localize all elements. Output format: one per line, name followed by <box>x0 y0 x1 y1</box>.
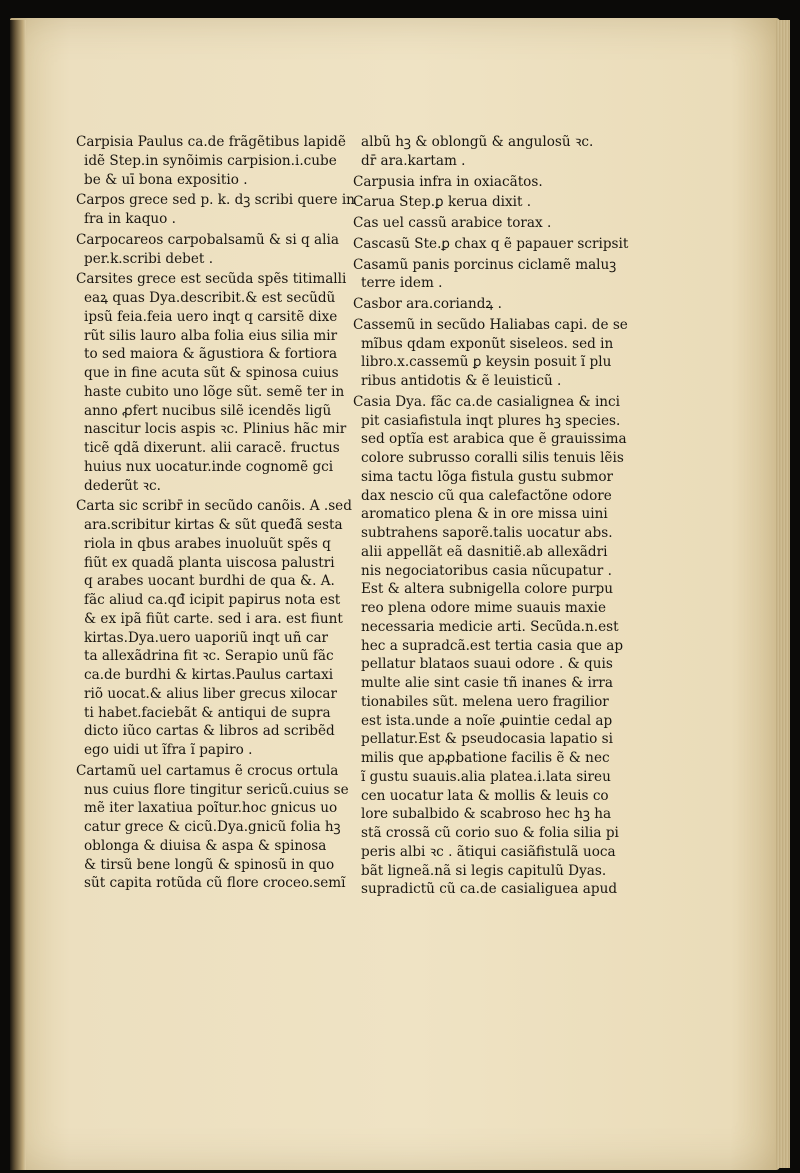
dictionary-entry <box>353 214 630 233</box>
text-line: pit casiafistula inqt plures hꝫ species. <box>361 412 621 429</box>
text-line: be & uī bona expositio . <box>84 171 248 188</box>
text-line: Casamũ panis porcinus ciclamẽ maluꝫ <box>353 256 617 273</box>
text-line: ĩ gustu suauis.alia platea.i.lata sireu <box>361 768 611 785</box>
text-line: nus cuius flore tingitur sericũ.cuius se <box>84 781 349 798</box>
text-line: ti habet.faciebãt & antiqui de supra <box>84 704 331 721</box>
text-line: per.k.scribi debet . <box>84 250 214 267</box>
text-line: aromatico plena & in ore missa uini <box>361 506 608 523</box>
text-line: rũt silis lauro alba folia eius silia mir <box>84 327 338 344</box>
text-line: Cartamũ uel cartamus ẽ crocus ortula <box>76 762 339 779</box>
dictionary-entry <box>76 133 346 189</box>
dictionary-entry <box>76 497 352 760</box>
text-line: sima tactu lõga fistula gustu submor <box>361 468 614 485</box>
text-line: catur grece & cicũ.Dya.gnicũ folia hꝫ <box>84 819 341 835</box>
dictionary-entry <box>353 295 630 314</box>
text-line: mĩbus qdam exponũt siseleos. sed in <box>361 335 614 352</box>
text-line: albũ hꝫ & oblongũ & angulosũ ꝛc. <box>361 134 594 150</box>
text-line: subtrahens saporẽ.talis uocatur abs. <box>361 525 613 541</box>
dictionary-entry <box>76 270 347 495</box>
text-line: & tirsũ bene longũ & spinosũ in quo <box>84 856 335 873</box>
text-line: ta allexãdrina fit ꝛc. Serapio unũ fãc <box>84 648 334 665</box>
text-line: riõ uocat.& alius liber grecus xilocar <box>84 685 337 702</box>
text-line: bãt ligneã.nã si legis capitulũ Dyas. <box>361 862 607 879</box>
text-line: est ista.unde a noĩe ꝓuintie cedal ap <box>361 712 613 729</box>
text-line: Carua Step.ꝑ kerua dixit . <box>353 194 532 211</box>
text-line: cen uocatur lata & mollis & leuis co <box>361 787 609 804</box>
dictionary-entry <box>353 173 630 192</box>
text-line: sed optĩa est arabica que ẽ grauissima <box>361 431 627 448</box>
book-gutter-shadow <box>10 20 26 1170</box>
text-line: Cassemũ in secũdo Haliabas capi. de se <box>353 316 628 333</box>
text-line: Carpos grece sed p. k. dꝫ scribi quere in <box>76 192 355 209</box>
text-line: ribus antidotis & ẽ leuisticũ . <box>361 373 562 389</box>
text-line: tionabiles sũt. melena uero fragilior <box>361 693 609 710</box>
dictionary-entry <box>353 133 630 171</box>
text-line: lore subalbido & scabroso hec hꝫ ha <box>361 806 612 823</box>
text-line: fãc aliud ca.qđ icipit papirus nota est <box>84 592 341 608</box>
text-line: peris albi ꝛc . ãtiqui casiãfistulã uoca <box>361 843 616 860</box>
text-line: eaꝝ quas Dya.describit.& est secũdũ <box>84 290 336 306</box>
text-line: que in fine acuta sũt & spinosa cuius <box>84 365 339 381</box>
text-line: ipsũ feia.feia uero inqt q carsitẽ dixe <box>84 308 338 325</box>
text-line: supradictũ cũ ca.de casialiguea apud <box>361 881 618 898</box>
text-line: libro.x.cassemũ ꝑ keysin posuit ĩ plu <box>361 354 612 371</box>
text-line: & ex ipã fiũt carte. sed i ara. est fiunt <box>84 610 343 627</box>
text-line: riola in qbus arabes inuoluũt spẽs q <box>84 535 331 552</box>
text-line: fiũt ex quadã planta uiscosa palustri <box>84 554 335 571</box>
text-line: to sed maiora & ãgustiora & fortiora <box>84 346 338 363</box>
right-text-column <box>353 133 630 901</box>
text-line: Carta sic scribr̄ in secũdo canõis. A .sed <box>76 498 352 515</box>
text-line: kirtas.Dya.uero uaporiũ inqt uñ car <box>84 629 329 646</box>
text-line: mẽ iter laxatiua poĩtur.hoc gnicus uo <box>84 800 338 817</box>
text-line: Carpusia infra in oxiacãtos. <box>353 173 543 190</box>
text-line: ticẽ qdã dixerunt. alii caracẽ. fructus <box>84 440 340 456</box>
text-line: haste cubito uno lõge sũt. semẽ ter in <box>84 383 345 400</box>
dictionary-entry <box>76 191 355 229</box>
dictionary-entry <box>353 193 630 212</box>
text-line: stã crossã cũ corio suo & folia silia pi <box>361 825 619 841</box>
text-line: huius nux uocatur.inde cognomẽ gci <box>84 458 334 475</box>
dictionary-entry <box>76 762 349 893</box>
page-edge-stack <box>776 20 790 1168</box>
text-line: dederũt ꝛc. <box>84 477 161 494</box>
text-line: nascitur locis aspis ꝛc. Plinius hãc mir <box>84 421 347 438</box>
text-line: multe alie sint casie tñ inanes & irra <box>361 675 613 691</box>
text-line: oblonga & diuisa & aspa & spinosa <box>84 837 327 854</box>
text-line: Casbor ara.coriandꝝ . <box>353 296 502 312</box>
text-line: dicto iũco cartas & libros ad scribẽd <box>84 723 335 740</box>
dictionary-entry <box>76 231 342 269</box>
text-line: necessaria medicie arti. Secũda.n.est <box>361 618 619 635</box>
text-line: Casia Dya. fãc ca.de casialignea & inci <box>353 393 621 410</box>
text-line: Cascasũ Ste.ꝑ chax q ẽ papauer scripsit <box>353 235 629 252</box>
dictionary-entry <box>353 256 630 294</box>
text-line: nis negociatoribus casia nũcupatur . <box>361 562 612 579</box>
text-line: Carpocareos carpobalsamũ & si q alia <box>76 231 339 248</box>
dictionary-entry <box>353 235 630 254</box>
text-line: colore subrusso coralli silis tenuis lẽis <box>361 450 624 466</box>
text-line: anno ꝓfert nucibus silẽ icendẽs ligũ <box>84 402 332 419</box>
text-line: sũt capita rotũda cũ flore croceo.semĩ <box>84 875 346 892</box>
text-line: ca.de burdhi & kirtas.Paulus cartaxi <box>84 667 334 683</box>
dictionary-entry <box>353 393 630 899</box>
text-line: idẽ Step.in synõimis carpision.i.cube <box>84 152 337 169</box>
text-line: ara.scribitur kirtas & sũt queđã sesta <box>84 517 343 533</box>
text-line: dr̄ ara.kartam . <box>361 152 466 169</box>
text-line: hec a supradcã.est tertia casia que ap <box>361 637 624 654</box>
text-line: terre idem . <box>361 275 443 292</box>
text-line: Cas uel cassũ arabice torax . <box>353 215 552 231</box>
text-line: pellatur.Est & pseudocasia lapatio si <box>361 731 613 748</box>
text-line: pellatur blataos suaui odore . & quis <box>361 656 613 673</box>
text-line: reo plena odore mime suauis maxie <box>361 600 607 616</box>
left-text-column <box>76 133 355 895</box>
text-line: Est & altera subnigella colore purpu <box>361 581 613 598</box>
dictionary-entry <box>353 316 630 391</box>
text-line: fra in kaquo . <box>84 211 177 227</box>
text-line: milis que apꝓbatione facilis ẽ & nec <box>361 750 610 766</box>
text-line: dax nescio cũ qua calefactõne odore <box>361 487 612 504</box>
text-line: ego uidi ut ĩfra ĩ papiro . <box>84 742 253 758</box>
text-line: alii appellãt eã dasnitiẽ.ab allexãdri <box>361 543 608 560</box>
text-line: q arabes uocant burdhi de qua &. A. <box>84 573 335 590</box>
text-line: Carsites grece est secũda spẽs titimalli <box>76 271 347 288</box>
text-line: Carpisia Paulus ca.de frãgẽtibus lapidẽ <box>76 134 346 150</box>
